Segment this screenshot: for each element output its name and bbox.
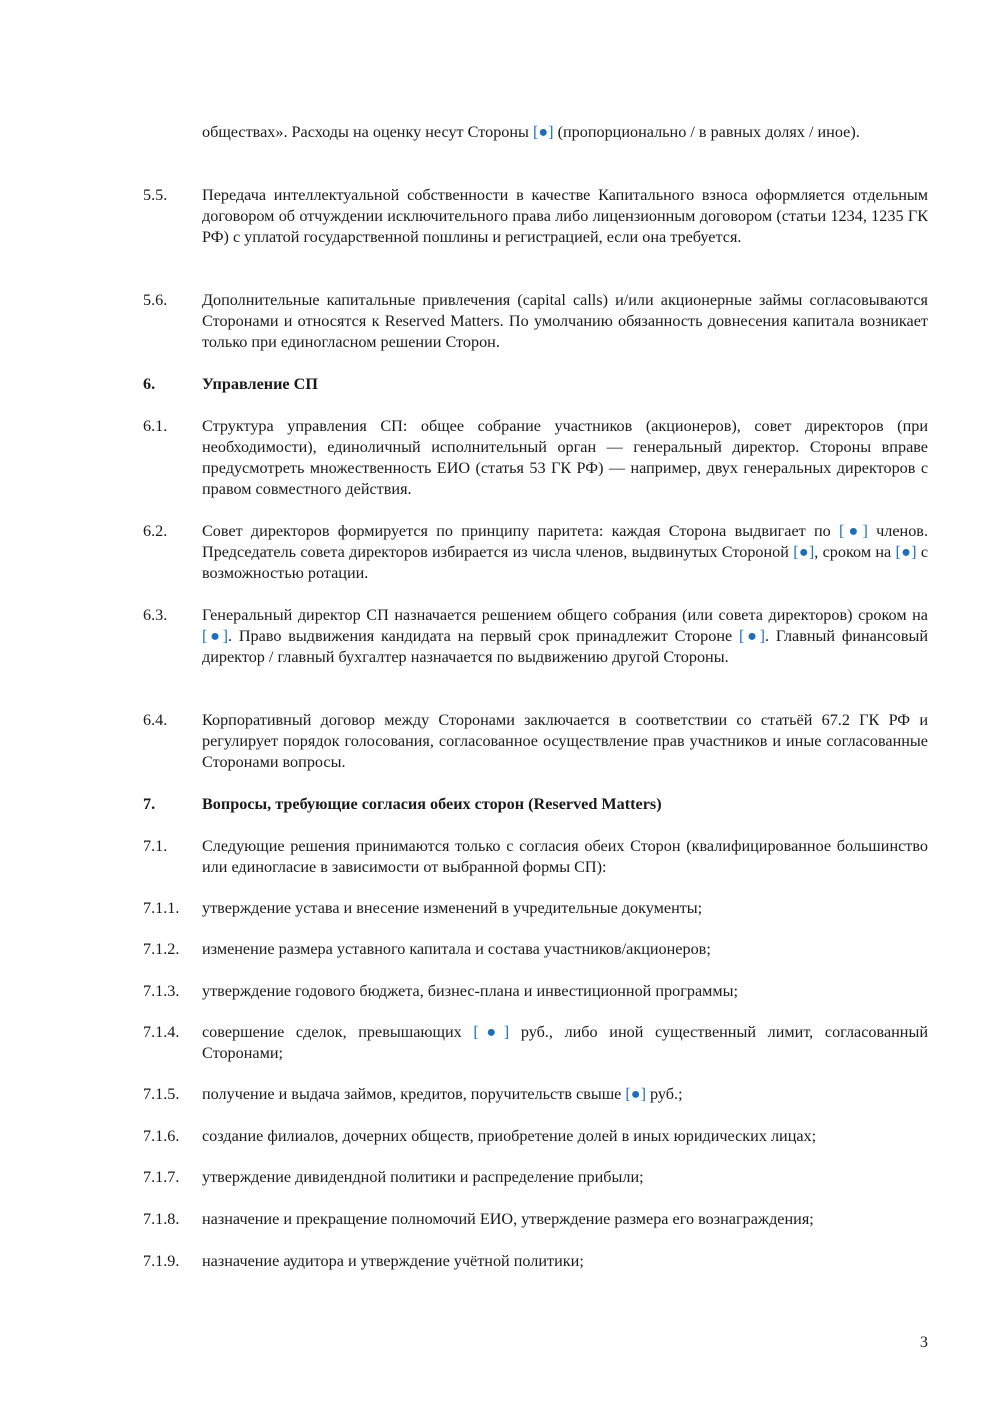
paragraph-continuation: [143, 122, 928, 143]
section-number: 6.: [143, 375, 156, 393]
clause-number: 7.1.6.: [143, 1127, 180, 1145]
clause-6-2: [143, 521, 928, 584]
clause-6-3: [143, 605, 928, 668]
clause-number: 5.5.: [143, 186, 168, 204]
paragraph-text: Передача интеллектуальной собственности в качестве Капитального взноса оформляется отдельным договором об отчуждении исключительного права либо лицензионным договором (статьи 1234, 1235 ГК РФ) с уплатой государственной пошлины и регистрацией, если она требуется.: [202, 186, 928, 246]
clause-number: 7.1.7.: [143, 1168, 180, 1186]
clause-number: 7.1.4.: [143, 1023, 180, 1041]
placeholder-marker: [●]: [625, 1085, 646, 1103]
paragraph-text: назначение аудитора и утверждение учётной политики;: [202, 1252, 584, 1270]
paragraph-text: утверждение устава и внесение изменений в учредительные документы;: [202, 899, 703, 917]
paragraph-text: Дополнительные капитальные привлечения (capital calls) и/или акционерные займы согласовываются Сторонами и относятся к Reserved Matters. По умолчанию обязанность довнесения капитала возникает только при единогласном решении Сторон.: [202, 291, 928, 351]
clause-number: 5.6.: [143, 291, 168, 309]
clause-number: 7.1.9.: [143, 1252, 180, 1270]
section-title: Вопросы, требующие согласия обеих сторон (Reserved Matters): [202, 795, 662, 813]
section-title: Управление СП: [202, 375, 318, 393]
paragraph-text: Структура управления СП: общее собрание участников (акционеров), совет директоров (при необходимости), единоличный исполнительный орган — генеральный директор. Стороны вправе предусмотреть множественность ЕИО (статья 53 ГК РФ) — например, двух генеральных директоров с правом совместного действия.: [202, 417, 928, 498]
placeholder-marker: [●]: [838, 522, 868, 540]
clause-7-1-4: [143, 1022, 928, 1064]
section-number: 7.: [143, 795, 156, 813]
clause-7-1-3: [143, 981, 928, 1002]
paragraph-text: Генеральный директор СП назначается решением общего собрания (или совета директоров) сроком на [●]. Право выдвижения кандидата на первый срок принадлежит Стороне [●]. Главный финансовый директор / главный бухгалтер назначается по выдвижению другой Стороны.: [202, 606, 928, 666]
paragraph-text: изменение размера уставного капитала и состава участников/акционеров;: [202, 940, 711, 958]
clause-5-6: [143, 290, 928, 353]
placeholder-marker: [●]: [473, 1023, 510, 1041]
clause-7-1-5: [143, 1084, 928, 1105]
clause-6-1: [143, 416, 928, 500]
paragraph-text: совершение сделок, превышающих [●] руб., либо иной существенный лимит, согласованный Сторонами;: [202, 1023, 928, 1062]
clause-7-1-6: [143, 1126, 928, 1147]
paragraph-text: получение и выдача займов, кредитов, поручительств свыше [●] руб.;: [202, 1085, 683, 1103]
clause-5-5: [143, 185, 928, 248]
section-heading-7: [143, 794, 928, 815]
clause-number: 6.2.: [143, 522, 168, 540]
paragraph-text: Следующие решения принимаются только с согласия обеих Сторон (квалифицированное большинство или единогласие в зависимости от выбранной формы СП):: [202, 837, 928, 876]
clause-number: 7.1.3.: [143, 982, 180, 1000]
page-number: 3: [919, 1333, 928, 1351]
clause-6-4: [143, 710, 928, 773]
clause-7-1-7: [143, 1167, 928, 1188]
placeholder-marker: [●]: [895, 543, 917, 561]
paragraph-text: утверждение дивидендной политики и распределение прибыли;: [202, 1168, 644, 1186]
placeholder-marker: [●]: [532, 123, 554, 141]
placeholder-marker: [●]: [738, 627, 766, 645]
section-heading-6: [143, 374, 928, 395]
clause-number: 7.1.1.: [143, 899, 180, 917]
clause-number: 7.1.5.: [143, 1085, 180, 1103]
clause-number: 7.1.8.: [143, 1210, 180, 1228]
paragraph-text: назначение и прекращение полномочий ЕИО, утверждение размера его вознаграждения;: [202, 1210, 814, 1228]
placeholder-marker: [●]: [202, 627, 229, 645]
clause-number: 7.1.2.: [143, 940, 180, 958]
paragraph-text: обществах». Расходы на оценку несут Стороны [●] (пропорционально / в равных долях / иное).: [202, 123, 860, 141]
paragraph-text: утверждение годового бюджета, бизнес-плана и инвестиционной программы;: [202, 982, 739, 1000]
paragraph-text: Корпоративный договор между Сторонами заключается в соответствии со статьёй 67.2 ГК РФ и регулирует порядок голосования, согласованное осуществление прав участников и иные согласованные Сторонами вопросы.: [202, 711, 928, 771]
paragraph-text: создание филиалов, дочерних обществ, приобретение долей в иных юридических лицах;: [202, 1127, 817, 1145]
clause-7-1-1: [143, 898, 928, 919]
clause-7-1-2: [143, 939, 928, 960]
clause-7-1: [143, 836, 928, 878]
paragraph-text: Совет директоров формируется по принципу паритета: каждая Сторона выдвигает по [●] членов. Председатель совета директоров избирается из числа членов, выдвинутых Стороной [●], сроком на [●] с возможностью ротации.: [202, 522, 929, 582]
placeholder-marker: [●]: [793, 543, 815, 561]
clause-7-1-9: [143, 1251, 928, 1272]
clause-number: 7.1.: [143, 837, 168, 855]
clause-number: 6.3.: [143, 606, 168, 624]
clause-number: 6.1.: [143, 417, 168, 435]
clause-number: 6.4.: [143, 711, 168, 729]
clause-7-1-8: [143, 1209, 928, 1230]
